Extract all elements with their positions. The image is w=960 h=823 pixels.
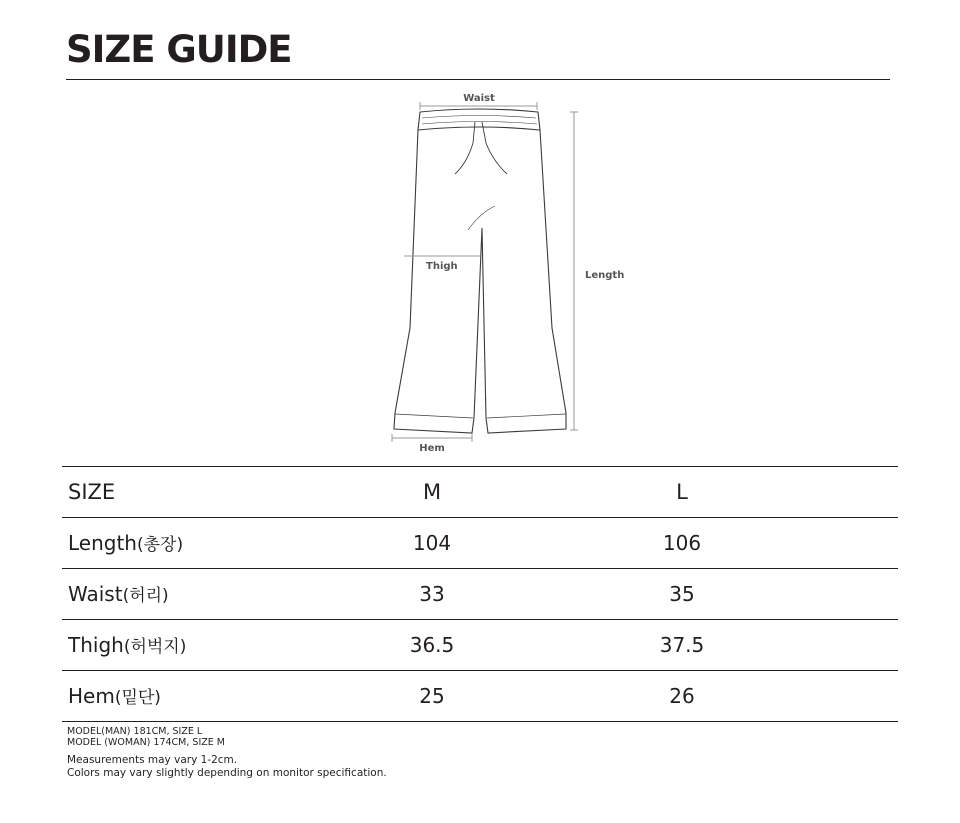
- table-row-waist: [62, 568, 898, 619]
- title-divider: [66, 79, 890, 80]
- page-title: SIZE GUIDE: [66, 28, 292, 71]
- row-label-ko: (밑단): [114, 688, 161, 708]
- cell-m: 33: [419, 582, 445, 606]
- row-label-en: Thigh: [68, 633, 124, 657]
- table-row-thigh: [62, 619, 898, 670]
- table-row-length: [62, 517, 898, 568]
- cell-m: 104: [412, 531, 452, 555]
- table-row-hem: [62, 670, 898, 722]
- row-label-ko: (허리): [122, 586, 169, 606]
- color-note: Colors may vary slightly depending on monitor specification.: [67, 767, 387, 779]
- cell-m: 25: [419, 684, 445, 708]
- row-label: [68, 671, 161, 721]
- pants-diagram: [380, 88, 640, 458]
- cell-l: 37.5: [659, 633, 705, 657]
- hem-measure-line: [392, 434, 472, 442]
- cell-l: 35: [669, 582, 695, 606]
- pants-illustration: [380, 88, 640, 458]
- waist-label: Waist: [463, 93, 495, 104]
- header-size-m: M: [422, 480, 442, 504]
- size-table: [62, 466, 898, 722]
- row-label-en: Length: [68, 531, 137, 555]
- thigh-label: Thigh: [426, 261, 458, 272]
- row-label: [68, 518, 183, 568]
- row-label-ko: (총장): [136, 535, 184, 555]
- table-header-row: [62, 466, 898, 517]
- hem-label: Hem: [419, 443, 445, 454]
- cell-m: 36.5: [409, 633, 455, 657]
- header-size-l: L: [676, 480, 688, 504]
- row-label-ko: (허벅지): [123, 637, 187, 657]
- measurement-note: Measurements may vary 1-2cm.: [67, 754, 238, 766]
- cell-l: 26: [669, 684, 695, 708]
- row-label-en: Hem: [68, 684, 115, 708]
- row-label-en: Waist: [68, 582, 123, 606]
- row-label: [68, 569, 169, 619]
- header-size: SIZE: [68, 480, 116, 504]
- footnotes: [67, 726, 387, 780]
- length-measure-line: [570, 112, 578, 430]
- length-label: Length: [585, 270, 625, 281]
- row-label: [68, 620, 186, 670]
- model-man-note: MODEL(MAN) 181CM, SIZE L: [67, 726, 203, 737]
- model-woman-note: MODEL (WOMAN) 174CM, SIZE M: [67, 737, 225, 748]
- pants-outline: [394, 109, 566, 433]
- cell-l: 106: [662, 531, 702, 555]
